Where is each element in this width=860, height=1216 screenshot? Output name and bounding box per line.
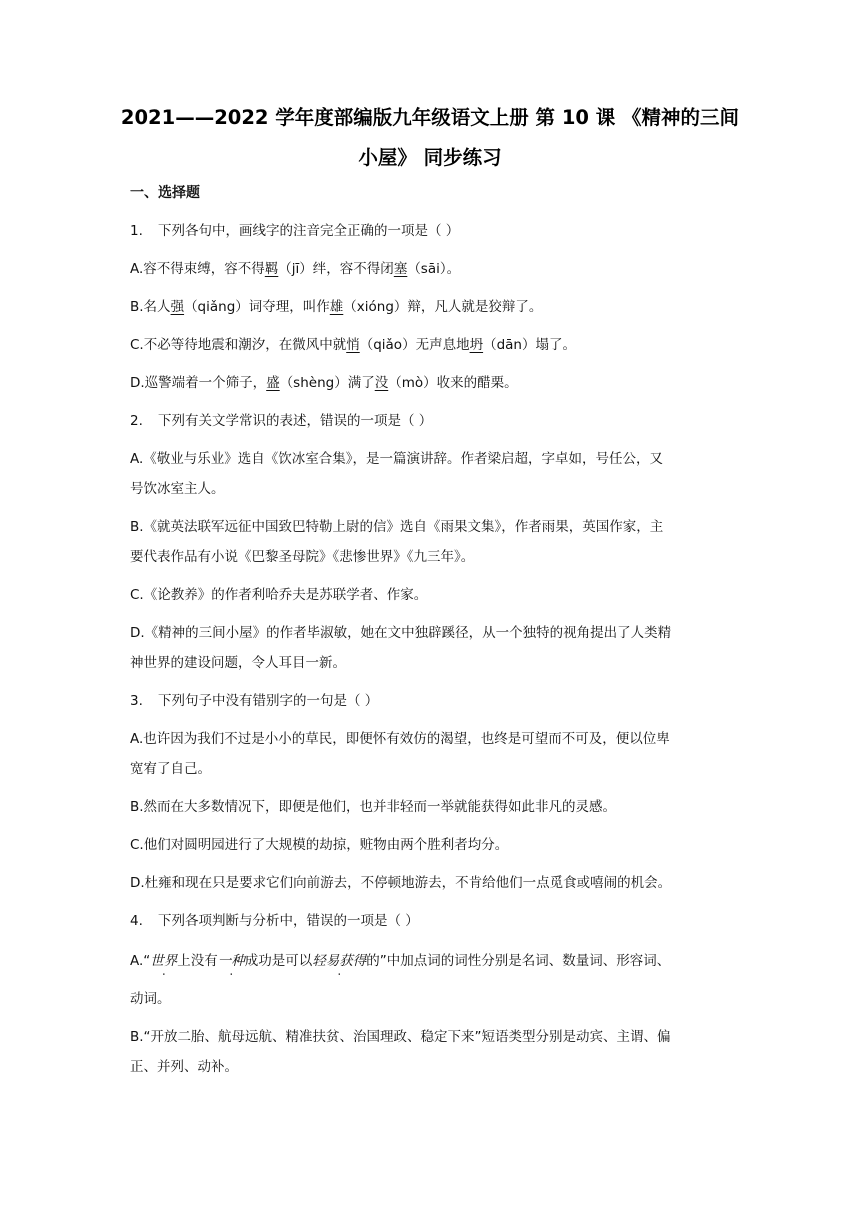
underlined-char: 羁	[264, 261, 279, 277]
option-text: A.“	[130, 953, 151, 969]
question-3-option-a-line-2: 宽宥了自己。	[130, 761, 211, 777]
underlined-char: 强	[170, 299, 185, 315]
underlined-char: 坍	[469, 337, 484, 353]
option-text: A.容不得束缚，容不得	[130, 261, 265, 277]
dotted-text: 一种	[217, 953, 245, 969]
dotted-word	[312, 953, 366, 969]
question-3-option-a-line-1: A.也许因为我们不过是小小的草民，即便怀有效仿的渴望，也终是可望而不可及，便以位卑	[130, 731, 670, 747]
document-title-line-2: 小屋》 同步练习	[358, 146, 502, 169]
question-4-option-a-line-1	[130, 951, 730, 971]
question-4-option-b-line-1: B.“开放二胎、航母远航、精准扶贫、治国理政、稳定下来”短语类型分别是动宾、主谓、偏	[130, 1029, 671, 1045]
question-1-option-a	[130, 259, 730, 279]
option-text: 的”中加点词的词性分别是名词、数量词、形容词、	[366, 953, 671, 969]
question-4-option-a-line-2: 动词。	[130, 991, 171, 1007]
option-text: （sāi）。	[407, 261, 461, 277]
question-2-option-c: C.《论教养》的作者利哈乔夫是苏联学者、作家。	[130, 587, 428, 603]
option-text: C.不必等待地震和潮汐，在微风中就	[130, 337, 347, 353]
underlined-char: 雄	[329, 299, 344, 315]
dotted-word	[218, 953, 245, 969]
dotted-text: 轻易获得	[312, 953, 367, 969]
option-text: （shèng）满了	[279, 375, 375, 391]
question-text: 下列各项判断与分析中，错误的一项是（ ）	[158, 913, 419, 929]
question-1-option-c	[130, 335, 730, 355]
underlined-char: 塞	[393, 261, 408, 277]
underlined-char: 没	[374, 375, 389, 391]
question-2-option-b-line-2: 要代表作品有小说《巴黎圣母院》《悲惨世界》《九三年》。	[130, 549, 475, 565]
question-number: 2.	[130, 413, 143, 429]
question-2-option-d-line-2: 神世界的建设问题，令人耳目一新。	[130, 655, 346, 671]
option-text: D.巡警端着一个筛子，	[130, 375, 267, 391]
question-number: 1.	[130, 223, 143, 239]
question-1-option-d	[130, 373, 730, 393]
dotted-text: 世界	[150, 953, 178, 969]
question-1-stem	[130, 221, 730, 241]
question-1-option-b	[130, 297, 730, 317]
option-text: （jī）绊，容不得闭	[278, 261, 394, 277]
section-heading: 一、选择题	[130, 185, 200, 201]
dotted-word	[150, 953, 177, 969]
question-4-stem	[130, 911, 730, 931]
document-title-line-1: 2021——2022 学年度部编版九年级语文上册 第 10 课 《精神的三间	[120, 106, 740, 129]
question-3-stem	[130, 691, 730, 711]
question-text: 下列句子中没有错别字的一句是（ ）	[158, 693, 379, 709]
option-text: （dān）塌了。	[483, 337, 576, 353]
question-3-option-c: C.他们对圆明园进行了大规模的劫掠，赃物由两个胜利者均分。	[130, 837, 509, 853]
question-2-stem	[130, 411, 730, 431]
underlined-char: 盛	[266, 375, 280, 391]
question-2-option-a-line-2: 号饮冰室主人。	[130, 481, 225, 497]
question-text: 下列有关文学常识的表述，错误的一项是（ ）	[158, 413, 433, 429]
question-2-option-a-line-1: A.《敬业与乐业》选自《饮冰室合集》，是一篇演讲辞。作者梁启超，字卓如，号任公，又	[130, 451, 664, 467]
option-text: （qiǎo）无声息地	[359, 337, 470, 353]
question-number: 4.	[130, 913, 143, 929]
question-3-option-b: B.然而在大多数情况下，即便是他们，也并非轻而一举就能获得如此非凡的灵感。	[130, 799, 617, 815]
option-text: （xióng）辩，凡人就是狡辩了。	[343, 299, 543, 315]
question-2-option-d-line-1: D.《精神的三间小屋》的作者毕淑敏，她在文中独辟蹊径，从一个独特的视角提出了人类精	[130, 625, 672, 641]
question-2-option-b-line-1: B.《就英法联军远征中国致巴特勒上尉的信》选自《雨果文集》，作者雨果，英国作家，主	[130, 519, 664, 535]
option-text: B.名人	[130, 299, 171, 315]
option-text: 成功是可以	[244, 953, 313, 969]
option-text: （mò）收来的醋栗。	[388, 375, 518, 391]
question-4-option-b-line-2: 正、并列、动补。	[130, 1059, 238, 1075]
option-text: 上没有	[177, 953, 218, 969]
question-3-option-d: D.杜雍和现在只是要求它们向前游去，不停顿地游去，不肯给他们一点觅食或嘻闹的机会。	[130, 875, 672, 891]
option-text: （qiǎng）词夺理，叫作	[184, 299, 330, 315]
question-text: 下列各句中，画线字的注音完全正确的一项是（ ）	[158, 223, 460, 239]
underlined-char: 悄	[346, 337, 360, 353]
question-number: 3.	[130, 693, 143, 709]
